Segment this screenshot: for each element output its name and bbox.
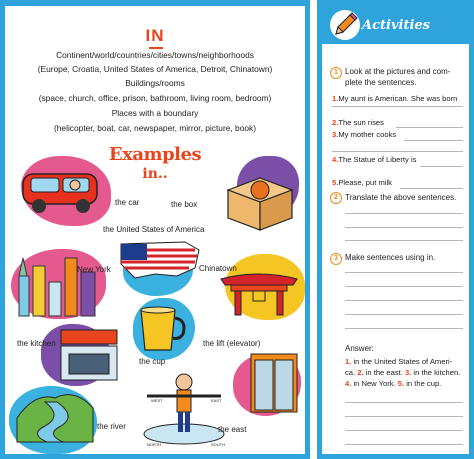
label-cup: the cup (139, 357, 166, 366)
answer-title: Answer: (345, 344, 374, 353)
task-1-number: 1 (330, 67, 342, 79)
activities-panel (317, 0, 474, 459)
answer-line[interactable] (345, 444, 463, 445)
answer-line-3: 4. in New York. 5. in the cup. (345, 379, 442, 388)
answer-line-2: ca. 2. in the east. 3. in the kitchen. (345, 368, 461, 377)
usa-map-icon (115, 238, 205, 283)
answer-line[interactable] (345, 300, 463, 301)
task-3-number: 3 (330, 253, 342, 265)
compass-north: NORTH (147, 442, 162, 447)
answer-line[interactable] (332, 151, 463, 152)
answer-line[interactable] (345, 328, 463, 329)
answer-line[interactable] (396, 127, 463, 128)
elevator-icon (249, 352, 301, 414)
box-icon (220, 170, 300, 232)
answer-line[interactable] (400, 188, 463, 189)
rule-3: Places with a boundary (111, 108, 199, 118)
label-usa: the United States of America (103, 225, 205, 234)
task-3-instruction: Make sentences using in. (345, 253, 436, 262)
answer-line[interactable] (345, 227, 463, 228)
label-newyork: New York (77, 265, 111, 274)
sentence-3: 3.My mother cooks (332, 130, 397, 139)
answer-line[interactable] (345, 430, 463, 431)
answer-line[interactable] (345, 416, 463, 417)
answer-line[interactable] (345, 272, 463, 273)
kitchen-stove-icon (57, 326, 123, 382)
rule-3-examples: (helicopter, boat, car, newspaper, mirror, picture, book) (53, 123, 257, 133)
task-1-line-2: plete the sentences. (345, 78, 417, 87)
car-icon (17, 166, 105, 214)
answer-line[interactable] (404, 140, 463, 141)
compass-boy-icon (141, 368, 227, 446)
sentence-5: 5.Please, put milk (332, 178, 392, 187)
label-chinatown: Chinatown (199, 264, 237, 273)
compass-south: SOUTH (211, 442, 225, 447)
sentence-1: 1.My aunt is American. She was born (332, 94, 458, 103)
answer-line[interactable] (345, 240, 463, 241)
page-title: IN (5, 26, 305, 46)
compass-east: EAST (211, 398, 222, 403)
chinatown-gate-icon (219, 271, 299, 317)
rule-1-examples: (Europe, Croatia, United States of America, Detroit, Chinatown) (37, 64, 273, 74)
task-1-line-1: Look at the pictures and com- (345, 67, 451, 76)
activities-header (322, 6, 469, 44)
compass-west: WEST (151, 398, 163, 403)
activities-title: Activities (362, 18, 430, 33)
sentence-2: 2.The sun rises (332, 118, 384, 127)
river-icon (15, 388, 95, 444)
examples-title: Examples (108, 144, 202, 165)
label-box: the box (171, 200, 198, 209)
label-lift: the lift (elevator) (203, 339, 261, 348)
answer-line[interactable] (345, 213, 463, 214)
examples-subtitle: in.. (142, 166, 168, 182)
cup-icon (135, 304, 189, 356)
pencil-icon (328, 8, 362, 42)
sentence-4: 4.The Statue of Liberty is (332, 155, 417, 164)
label-river: the river (97, 422, 126, 431)
task-2-number: 2 (330, 192, 342, 204)
newyork-skyline-icon (13, 254, 105, 318)
answer-line[interactable] (345, 402, 463, 403)
answer-line[interactable] (332, 106, 463, 107)
label-east: the east (218, 425, 247, 434)
rule-1: Continent/world/countries/cities/towns/neighborhoods (56, 50, 254, 60)
label-kitchen: the kitchen (17, 339, 56, 348)
answer-line[interactable] (420, 166, 463, 167)
answer-line[interactable] (345, 314, 463, 315)
answer-line[interactable] (345, 286, 463, 287)
task-2-instruction: Translate the above sentences. (345, 193, 457, 202)
rule-2-examples: (space, church, office, prison, bathroom, living room, bedroom) (38, 93, 272, 103)
label-car: the car (115, 198, 140, 207)
rule-2: Buildings/rooms (125, 78, 185, 88)
answer-line-1: 1. in the United States of Ameri- (345, 357, 453, 366)
